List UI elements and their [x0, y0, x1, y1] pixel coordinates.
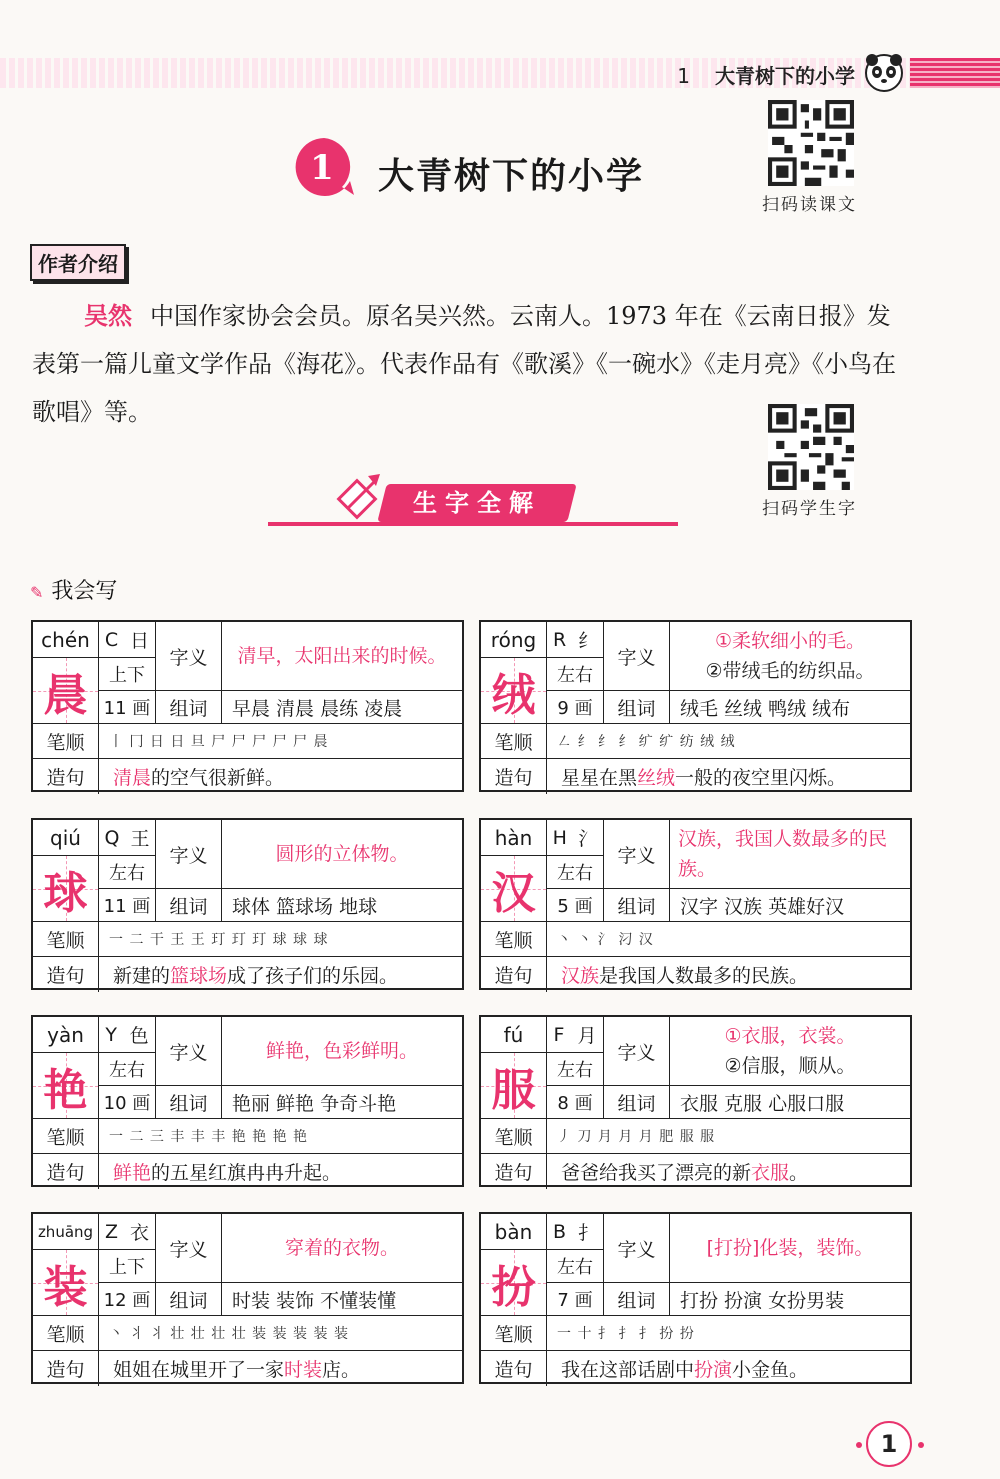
index-radical: 月: [577, 1025, 597, 1047]
words: 衣服 克服 心服口服: [670, 1086, 910, 1119]
words: 球体 篮球场 地球: [222, 889, 462, 922]
index-initial: Z: [104, 1220, 119, 1243]
qr-code-icon[interactable]: [768, 404, 854, 490]
words: 打扮 扮演 女扮男装: [670, 1283, 910, 1316]
pencil-icon: ✎: [30, 583, 44, 602]
header-lesson-number: 1: [677, 64, 691, 88]
stroke-count: 9 画: [547, 691, 604, 724]
character: [481, 1053, 547, 1119]
sentence-pre: 姐姐在城里开了一家: [113, 1359, 285, 1381]
sentence-label: 造句: [481, 957, 547, 992]
meaning-line-1: [打扮]化装，装饰。: [706, 1237, 874, 1259]
example-sentence: [99, 957, 462, 992]
stroke-order-label: 笔顺: [481, 922, 547, 957]
meaning: [222, 820, 462, 889]
sentence-label: 造句: [481, 1351, 547, 1386]
index-cell: [547, 1017, 604, 1053]
pinyin: bàn: [481, 1214, 547, 1250]
subhead-label: 我会写: [51, 579, 118, 604]
meaning-label: 字义: [156, 622, 222, 691]
sentence-pre: 星星在黑: [561, 767, 638, 789]
character-card: [31, 1212, 464, 1384]
stroke-count: 7 画: [547, 1283, 604, 1316]
meaning-line-1: ①柔软细小的毛。: [714, 630, 866, 652]
words: 绒毛 丝绒 鸭绒 绒布: [670, 691, 910, 724]
character: [33, 1053, 99, 1119]
sentence-rest: 店。: [322, 1359, 361, 1381]
sentence-rest: 是我国人数最多的民族。: [599, 965, 809, 987]
running-header: [677, 60, 855, 89]
sentence-rest: 。: [789, 1162, 809, 1184]
character-glyph: 艳: [43, 1064, 88, 1116]
panda-icon: [862, 52, 906, 94]
meaning-label: 字义: [604, 820, 670, 889]
sentence-rest: 成了孩子们的乐园。: [227, 965, 399, 987]
meaning-label: 字义: [156, 820, 222, 889]
index-cell: [547, 1214, 604, 1250]
character: [33, 856, 99, 922]
words: 早晨 清晨 晨练 凌晨: [222, 691, 462, 724]
meaning-line-2: ②带绒毛的纺织品。: [705, 660, 875, 682]
structure: 左右: [547, 856, 604, 889]
structure: 左右: [547, 658, 604, 691]
example-sentence: [99, 759, 462, 794]
lesson-number-badge: [292, 135, 356, 199]
sentence-label: 造句: [33, 759, 99, 794]
stroke-count: 11 画: [99, 889, 156, 922]
stroke-order: 丶 丬 丬 壮 壮 壮 壮 装 装 装 装 装: [99, 1316, 462, 1351]
index-initial: C: [104, 628, 119, 651]
index-initial: F: [553, 1023, 565, 1046]
meaning: [670, 1017, 910, 1086]
author-bio: 中国作家协会会员。原名吴兴然。云南人。1973 年在《云南日报》发表第一篇儿童文学作品《海花》。代表作品有《歌溪》《一碗水》《走月亮》《小鸟在歌唱》等。: [32, 302, 896, 426]
stroke-order-label: 笔顺: [481, 724, 547, 759]
sentence-pre: 我在这部话剧中: [561, 1359, 695, 1381]
meaning-label: 字义: [604, 622, 670, 691]
meaning-line-1: 汉族，我国人数最多的民族。: [678, 828, 888, 880]
words-label: 组词: [156, 1283, 222, 1316]
example-sentence: [547, 1351, 910, 1386]
stroke-order: 一 二 三 丰 丰 丰 艳 艳 艳 艳: [99, 1119, 462, 1154]
meaning-line-1: ①衣服，衣裳。: [724, 1025, 856, 1047]
structure: 上下: [99, 658, 156, 691]
stroke-count: 10 画: [99, 1086, 156, 1119]
sentence-rest: 的五星红旗冉冉升起。: [151, 1162, 342, 1184]
example-sentence: [99, 1154, 462, 1189]
pen-emblem-icon: [334, 470, 382, 522]
stroke-order: 丨 冂 日 日 旦 尸 尸 尸 尸 尸 晨: [99, 724, 462, 759]
index-radical: 色: [129, 1025, 149, 1047]
character-card: [479, 620, 912, 792]
meaning-line-1: 清早，太阳出来的时候。: [237, 645, 447, 667]
sentence-highlight: 清晨: [113, 767, 152, 789]
meaning-label: 字义: [156, 1214, 222, 1283]
pinyin: qiú: [33, 820, 99, 856]
index-radical: 衣: [129, 1222, 149, 1244]
stroke-count: 8 画: [547, 1086, 604, 1119]
meaning: [222, 1017, 462, 1086]
qr-reading-caption: 扫码读课文: [762, 195, 857, 215]
meaning-label: 字义: [604, 1017, 670, 1086]
meaning-label: 字义: [156, 1017, 222, 1086]
sentence-rest: 的空气很新鲜。: [151, 767, 285, 789]
index-cell: [547, 622, 604, 658]
section-banner: [377, 484, 576, 522]
index-radical: 王: [130, 828, 150, 850]
sentence-rest: 小金鱼。: [732, 1359, 809, 1381]
structure: 左右: [547, 1250, 604, 1283]
index-cell: [99, 820, 156, 856]
index-initial: B: [552, 1220, 567, 1243]
sentence-highlight: 扮演: [694, 1359, 733, 1381]
stroke-order: ㇜ 纟 纟 纟 纩 纩 纺 绒 绒: [547, 724, 910, 759]
author-name: 吴然: [84, 301, 132, 330]
pinyin: yàn: [33, 1017, 99, 1053]
character-card: [479, 818, 912, 990]
index-initial: Y: [105, 1023, 117, 1046]
sentence-label: 造句: [33, 1154, 99, 1189]
stroke-count: 12 画: [99, 1283, 156, 1316]
words-label: 组词: [156, 889, 222, 922]
page-number: 1: [866, 1421, 912, 1467]
meaning-label: 字义: [604, 1214, 670, 1283]
stroke-count: 5 画: [547, 889, 604, 922]
sentence-rest: 一般的夜空里闪烁。: [675, 767, 847, 789]
sentence-pre: 新建的: [113, 965, 171, 987]
sentence-label: 造句: [33, 1351, 99, 1386]
meaning: [670, 622, 910, 691]
index-initial: Q: [104, 826, 120, 849]
section-title: 生字全解: [413, 489, 541, 517]
header-lesson-title: 大青树下的小学: [715, 64, 855, 88]
index-radical: 日: [130, 630, 150, 652]
pinyin: róng: [481, 622, 547, 658]
index-radical: 氵: [578, 828, 598, 850]
sentence-highlight: 篮球场: [170, 965, 228, 987]
structure: 上下: [99, 1250, 156, 1283]
meaning-line-1: 圆形的立体物。: [275, 843, 409, 865]
meaning-line-1: 鲜艳，色彩鲜明。: [265, 1040, 418, 1062]
meaning: [670, 1214, 910, 1283]
qr-code-icon[interactable]: [768, 100, 854, 186]
words: 汉字 汉族 英雄好汉: [670, 889, 910, 922]
example-sentence: [547, 1154, 910, 1189]
stroke-order: 一 二 干 王 王 玎 玎 玎 球 球 球: [99, 922, 462, 957]
words-label: 组词: [604, 691, 670, 724]
stroke-order-label: 笔顺: [33, 922, 99, 957]
sentence-highlight: 汉族: [561, 965, 600, 987]
subhead: [30, 574, 117, 605]
stroke-order-label: 笔顺: [33, 1119, 99, 1154]
sentence-highlight: 时装: [284, 1359, 323, 1381]
words-label: 组词: [156, 691, 222, 724]
sentence-label: 造句: [481, 1154, 547, 1189]
page-title: 大青树下的小学: [378, 156, 645, 197]
character: [481, 658, 547, 724]
words-label: 组词: [604, 1283, 670, 1316]
index-cell: [99, 1017, 156, 1053]
sentence-label: 造句: [33, 957, 99, 992]
stroke-order: 丿 刀 月 月 月 肥 服 服: [547, 1119, 910, 1154]
index-cell: [547, 820, 604, 856]
lesson-number: 1: [310, 148, 334, 188]
stroke-order-label: 笔顺: [481, 1316, 547, 1351]
index-radical: 扌: [578, 1222, 598, 1244]
header-band: [910, 58, 1000, 88]
stroke-order-label: 笔顺: [33, 1316, 99, 1351]
meaning: [222, 1214, 462, 1283]
stroke-order: 丶 丶 氵 汈 汉: [547, 922, 910, 957]
character: [33, 658, 99, 724]
character-glyph: 服: [491, 1064, 536, 1116]
section-divider: [268, 522, 678, 526]
character-glyph: 绒: [491, 669, 536, 721]
sentence-label: 造句: [481, 759, 547, 794]
character-card: [31, 620, 464, 792]
stroke-count: 11 画: [99, 691, 156, 724]
index-cell: [99, 1214, 156, 1250]
meaning: [670, 820, 910, 889]
sentence-pre: 爸爸给我买了漂亮的新: [561, 1162, 752, 1184]
index-radical: 纟: [578, 630, 598, 652]
character: [33, 1250, 99, 1316]
stroke-order: 一 十 扌 扌 扌 扮 扮: [547, 1316, 910, 1351]
character-glyph: 晨: [43, 669, 88, 721]
sentence-highlight: 丝绒: [637, 767, 676, 789]
index-initial: H: [552, 826, 567, 849]
example-sentence: [547, 957, 910, 992]
words-label: 组词: [604, 1086, 670, 1119]
page-dot-left: [856, 1442, 862, 1448]
structure: 左右: [99, 856, 156, 889]
character: [481, 856, 547, 922]
words: 时装 装饰 不懂装懂: [222, 1283, 462, 1316]
qr-chars-caption: 扫码学生字: [762, 499, 857, 519]
pinyin: fú: [481, 1017, 547, 1053]
character-glyph: 装: [43, 1261, 88, 1313]
stroke-order-label: 笔顺: [481, 1119, 547, 1154]
example-sentence: [99, 1351, 462, 1386]
structure: 左右: [99, 1053, 156, 1086]
page-dot-right: [918, 1442, 924, 1448]
words-label: 组词: [156, 1086, 222, 1119]
sentence-highlight: 鲜艳: [113, 1162, 152, 1184]
character-glyph: 汉: [491, 867, 536, 919]
meaning: [222, 622, 462, 691]
stroke-order-label: 笔顺: [33, 724, 99, 759]
character: [481, 1250, 547, 1316]
pinyin: zhuāng: [33, 1214, 99, 1250]
character-glyph: 球: [43, 867, 88, 919]
structure: 左右: [547, 1053, 604, 1086]
character-card: [479, 1212, 912, 1384]
meaning-line-2: ②信服，顺从。: [724, 1055, 856, 1077]
words: 艳丽 鲜艳 争奇斗艳: [222, 1086, 462, 1119]
character-card: [31, 1015, 464, 1187]
character-glyph: 扮: [491, 1261, 536, 1313]
example-sentence: [547, 759, 910, 794]
index-cell: [99, 622, 156, 658]
author-tag: 作者介绍: [30, 244, 126, 281]
pinyin: hàn: [481, 820, 547, 856]
character-card: [479, 1015, 912, 1187]
meaning-line-1: 穿着的衣物。: [284, 1237, 399, 1259]
pinyin: chén: [33, 622, 99, 658]
sentence-highlight: 衣服: [751, 1162, 790, 1184]
words-label: 组词: [604, 889, 670, 922]
index-initial: R: [552, 628, 567, 651]
character-card: [31, 818, 464, 990]
